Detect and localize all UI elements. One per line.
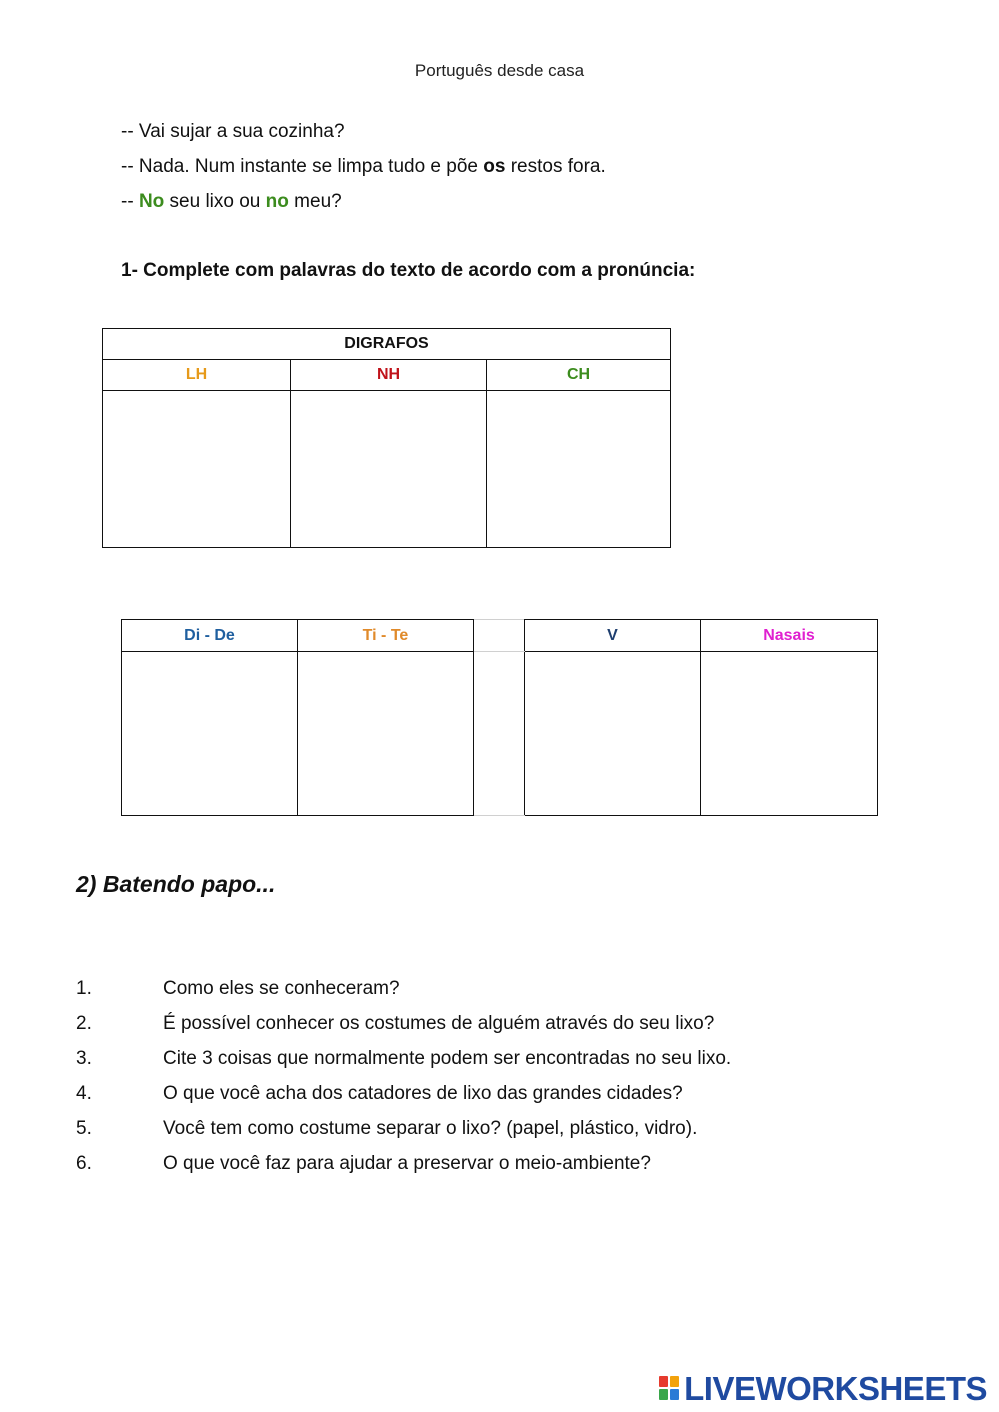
column-header-lh: LH bbox=[103, 360, 291, 391]
answer-cell-ti-te[interactable] bbox=[298, 652, 474, 816]
column-header-ch: CH bbox=[487, 360, 671, 391]
question-number: 5. bbox=[76, 1118, 92, 1139]
question-number: 4. bbox=[76, 1083, 92, 1104]
column-gap bbox=[474, 652, 525, 816]
dialogue-text: -- Nada. Num instante se limpa tudo e põe bbox=[121, 156, 484, 177]
answer-cell-di-de[interactable] bbox=[122, 652, 298, 816]
dialogue-text: seu lixo ou bbox=[164, 191, 266, 212]
column-header-ti-te: Ti - Te bbox=[298, 620, 474, 652]
dialogue-highlight: No bbox=[138, 191, 165, 212]
dialogue-emphasis: os bbox=[483, 156, 506, 177]
question-text: O que você faz para ajudar a preservar o meio-ambiente? bbox=[163, 1153, 651, 1174]
column-header-nh: NH bbox=[291, 360, 487, 391]
liveworksheets-brand: LIVEWORKSHEETS bbox=[684, 1370, 987, 1407]
answer-cell-lh[interactable] bbox=[103, 391, 291, 548]
dialogue-text: -- bbox=[121, 191, 139, 212]
answer-cell-v[interactable] bbox=[525, 652, 701, 816]
question-number: 2. bbox=[76, 1013, 92, 1034]
page-header: Português desde casa bbox=[414, 61, 585, 80]
question-number: 3. bbox=[76, 1048, 92, 1069]
question-number: 6. bbox=[76, 1153, 92, 1174]
question-number: 1. bbox=[76, 978, 92, 999]
question-text: Você tem como costume separar o lixo? (papel, plástico, vidro). bbox=[163, 1118, 698, 1139]
dialogue-text: restos fora. bbox=[505, 156, 606, 177]
dialogue-line-1 bbox=[121, 120, 345, 144]
liveworksheets-logo-icon bbox=[659, 1376, 681, 1402]
section-2-title: 2) Batendo papo... bbox=[76, 871, 276, 897]
digrafos-title: DIGRAFOS bbox=[103, 329, 671, 360]
dialogue-highlight: no bbox=[265, 191, 289, 212]
column-gap bbox=[474, 620, 525, 652]
answer-cell-nasais[interactable] bbox=[701, 652, 878, 816]
column-header-nasais: Nasais bbox=[701, 620, 878, 652]
dialogue-line-2 bbox=[121, 155, 606, 179]
question-text: É possível conhecer os costumes de alguém através do seu lixo? bbox=[163, 1013, 715, 1034]
column-header-v: V bbox=[525, 620, 701, 652]
dialogue-text: -- Vai sujar a sua cozinha? bbox=[121, 121, 345, 142]
question-text: O que você acha dos catadores de lixo das grandes cidades? bbox=[163, 1083, 683, 1104]
column-header-di-de: Di - De bbox=[122, 620, 298, 652]
exercise-1-title: 1- Complete com palavras do texto de acordo com a pronúncia: bbox=[121, 260, 696, 281]
answer-cell-nh[interactable] bbox=[291, 391, 487, 548]
answer-cell-ch[interactable] bbox=[487, 391, 671, 548]
liveworksheets-logo bbox=[659, 1372, 987, 1405]
dialogue-text: meu? bbox=[288, 191, 342, 212]
dialogue-line-3 bbox=[121, 190, 342, 214]
question-text: Como eles se conheceram? bbox=[163, 978, 400, 999]
sounds-table bbox=[121, 619, 878, 816]
question-text: Cite 3 coisas que normalmente podem ser encontradas no seu lixo. bbox=[163, 1048, 732, 1069]
digrafos-table bbox=[102, 328, 671, 548]
